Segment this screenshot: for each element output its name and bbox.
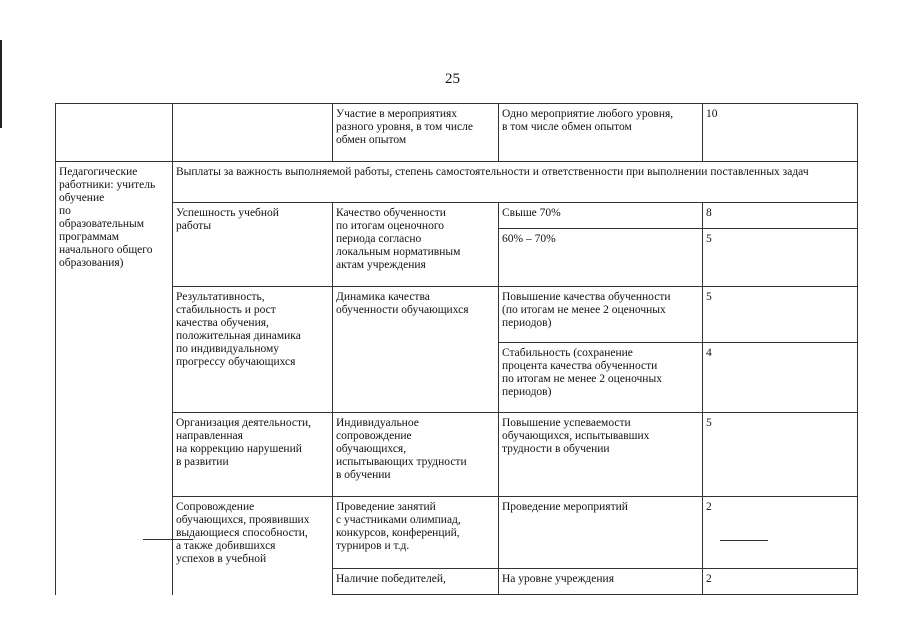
row-name-cell: Успешность учебной работы [173, 203, 333, 287]
indicator-cell: Проведение мероприятий [499, 497, 703, 569]
indicator-cell: 60% – 70% [499, 229, 703, 287]
table-row [56, 203, 858, 229]
criterion-cell: Проведение занятий с участниками олимпиад, конкурсов, конференций, турниров и т.д. [333, 497, 499, 569]
empty-cell [173, 104, 333, 162]
section-header-cell: Выплаты за важность выполняемой работы, степень самостоятельности и ответственности при выполнении поставленных задач [173, 162, 858, 203]
points-cell: 2 [703, 497, 858, 569]
criterion-cell: Наличие победителей, [333, 569, 499, 595]
table-row [56, 287, 858, 343]
criterion-cell: Индивидуальное сопровождение обучающихся, испытывающих трудности в обучении [333, 413, 499, 497]
points-cell: 5 [703, 413, 858, 497]
points-cell: 10 [703, 104, 858, 162]
points-cell: 2 [703, 569, 858, 595]
table-row [56, 104, 858, 162]
indicator-cell: Повышение качества обученности (по итогам не менее 2 оценочных периодов) [499, 287, 703, 343]
empty-cell [56, 104, 173, 162]
table-row [56, 162, 858, 203]
row-name-cell: Результативность, стабильность и рост качества обучения, положительная динамика по индивидуальному прогрессу обучающихся [173, 287, 333, 413]
table-row [56, 497, 858, 569]
points-cell: 5 [703, 229, 858, 287]
row-name-cell: Организация деятельности, направленная на коррекцию нарушений в развитии [173, 413, 333, 497]
indicator-cell: Одно мероприятие любого уровня, в том числе обмен опытом [499, 104, 703, 162]
table-row [56, 413, 858, 497]
points-cell: 8 [703, 203, 858, 229]
indicator-cell: На уровне учреждения [499, 569, 703, 595]
criterion-cell: Динамика качества обученности обучающихся [333, 287, 499, 413]
indicator-cell: Стабильность (сохранение процента качества обученности по итогам не менее 2 оценочных периодов) [499, 343, 703, 413]
indicator-cell: Повышение успеваемости обучающихся, испытывавших трудности в обучении [499, 413, 703, 497]
criterion-cell: Качество обученности по итогам оценочного периода согласно локальным нормативным актам учреждения [333, 203, 499, 287]
points-cell: 4 [703, 343, 858, 413]
criterion-cell: Участие в мероприятиях разного уровня, в том числе обмен опытом [333, 104, 499, 162]
pen-mark [720, 540, 768, 541]
criteria-table [55, 103, 858, 595]
points-cell: 5 [703, 287, 858, 343]
row-name-cell: Сопровождение обучающихся, проявивших выдающиеся способности, а также добившихся успехов в учебной [173, 497, 333, 595]
indicator-cell: Свыше 70% [499, 203, 703, 229]
page-number: 25 [445, 71, 460, 87]
category-cell: Педагогические работники: учитель обучение по образовательным программам начального общего образования) [56, 162, 173, 595]
pen-mark [143, 539, 193, 540]
